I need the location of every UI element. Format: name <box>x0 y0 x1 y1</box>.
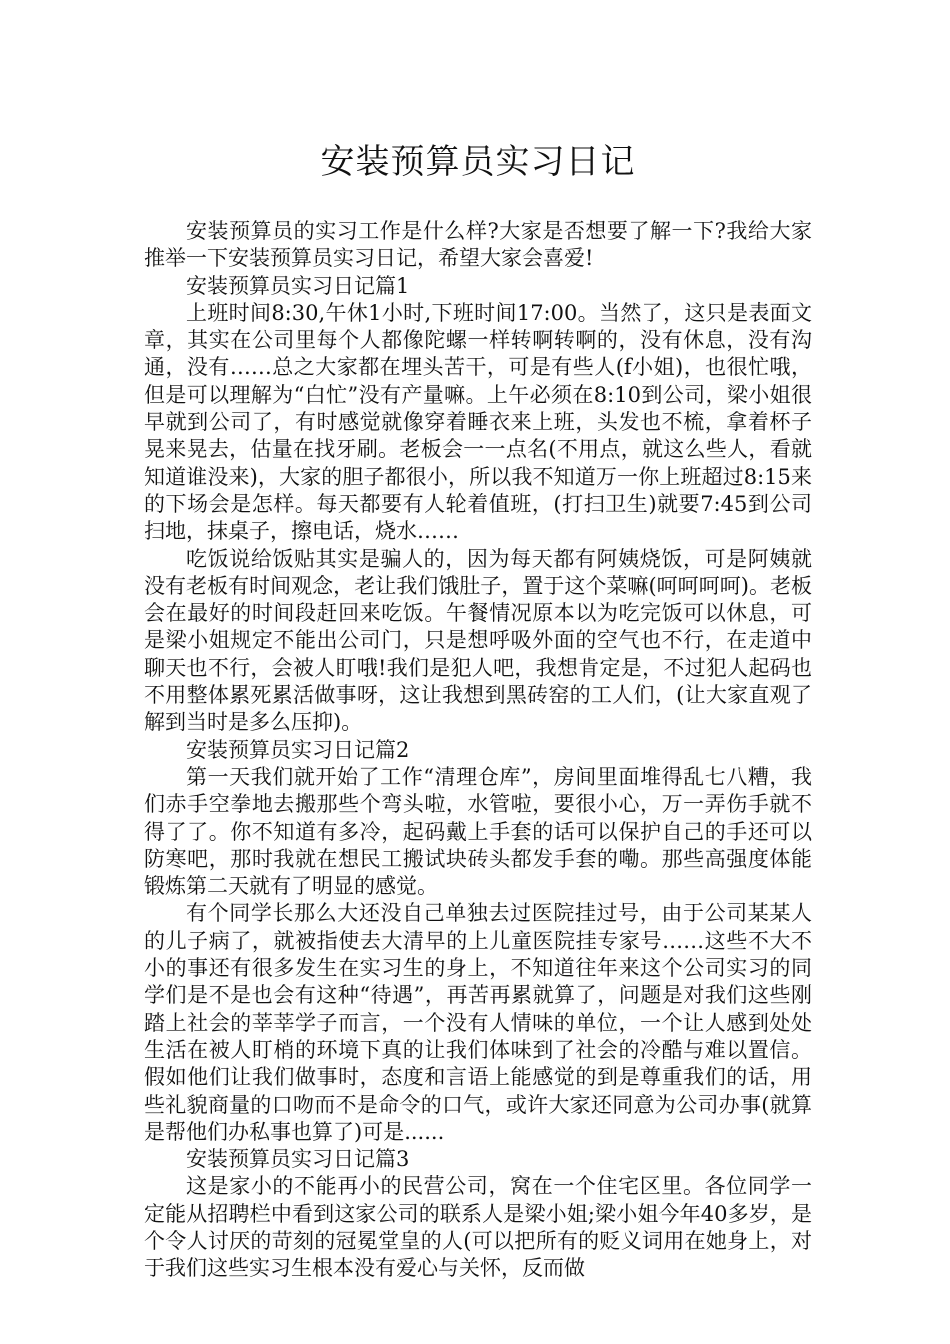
paragraph: 吃饭说给饭贴其实是骗人的，因为每天都有阿姨烧饭，可是阿姨就没有老板有时间观念，老让我们饿肚子，置于这个菜嘛(呵呵呵呵)。老板会在最好的时间段赶回来吃饭。午餐情况原本以为吃完饭可以休息，可是梁小姐规定不能出公司门，只是想呼吸外面的空气也不行，在走道中聊天也不行，会被人盯哦!我们是犯人吧，我想肯定是，不过犯人起码也不用整体累死累活做事呀，这让我想到黑砖窑的工人们，(让大家直观了解到当时是多么压抑)。 <box>144 546 812 735</box>
document-page <box>144 120 812 1283</box>
paragraph: 第一天我们就开始了工作“清理仓库”，房间里面堆得乱七八糟，我们赤手空拳地去搬那些个弯头啦，水管啦，要很小心，万一弄伤手就不得了了。你不知道有多冷，起码戴上手套的话可以保护自己的手还可以防寒吧，那时我就在想民工搬试块砖头都发手套的嘞。那些高强度体能锻炼第二天就有了明显的感觉。 <box>144 764 812 899</box>
document-title: 安装预算员实习日记 <box>320 142 636 182</box>
paragraph: 这是家小的不能再小的民营公司，窝在一个住宅区里。各位同学一定能从招聘栏中看到这家公司的联系人是梁小姐;梁小姐今年40多岁，是个令人讨厌的苛刻的冠冕堂皇的人(可以把所有的贬义词用在她身上，对于我们这些实习生根本没有爱心与关怀，反而做 <box>144 1174 812 1281</box>
paragraph: 上班时间8:30,午休1小时,下班时间17:00。当然了，这只是表面文章，其实在公司里每个人都像陀螺一样转啊转啊的，没有休息，没有沟通，没有……总之大家都在埋头苦干，可是有些人(f小姐)，也很忙哦，但是可以理解为“白忙”没有产量嘛。上午必须在8:10到公司，梁小姐很早就到公司了，有时感觉就像穿着睡衣来上班，头发也不梳，拿着杯子晃来晃去，估量在找牙刷。老板会一一点名(不用点，就这么些人，看就知道谁没来)，大家的胆子都很小，所以我不知道万一你上班超过8:15来的下场会是怎样。每天都要有人轮着值班，(打扫卫生)就要7:45到公司扫地，抹桌子，擦电话，烧水…… <box>144 300 812 544</box>
section-heading-1: 安装预算员实习日记篇1 <box>186 273 410 298</box>
paragraph: 有个同学长那么大还没自己单独去过医院挂过号，由于公司某某人的儿子病了，就被指使去大清早的上儿童医院挂专家号……这些不大不小的事还有很多发生在实习生的身上，不知道往年来这个公司实习的同学们是不是也会有这种“待遇”，再苦再累就算了，问题是对我们这些刚踏上社会的莘莘学子而言，一个没有人情味的单位，一个让人感到处处生活在被人盯梢的环境下真的让我们体味到了社会的冷酷与难以置信。假如他们让我们做事时，态度和言语上能感觉的到是尊重我们的话，用些礼貌商量的口吻而不是命令的口气，或许大家还同意为公司办事(就算是帮他们办私事也算了)可是...... <box>144 901 812 1144</box>
intro-paragraph: 安装预算员的实习工作是什么样?大家是否想要了解一下?我给大家推举一下安装预算员实习日记，希望大家会喜爱! <box>144 219 812 271</box>
section-heading-2: 安装预算员实习日记篇2 <box>186 737 410 762</box>
section-heading-3: 安装预算员实习日记篇3 <box>186 1147 410 1172</box>
